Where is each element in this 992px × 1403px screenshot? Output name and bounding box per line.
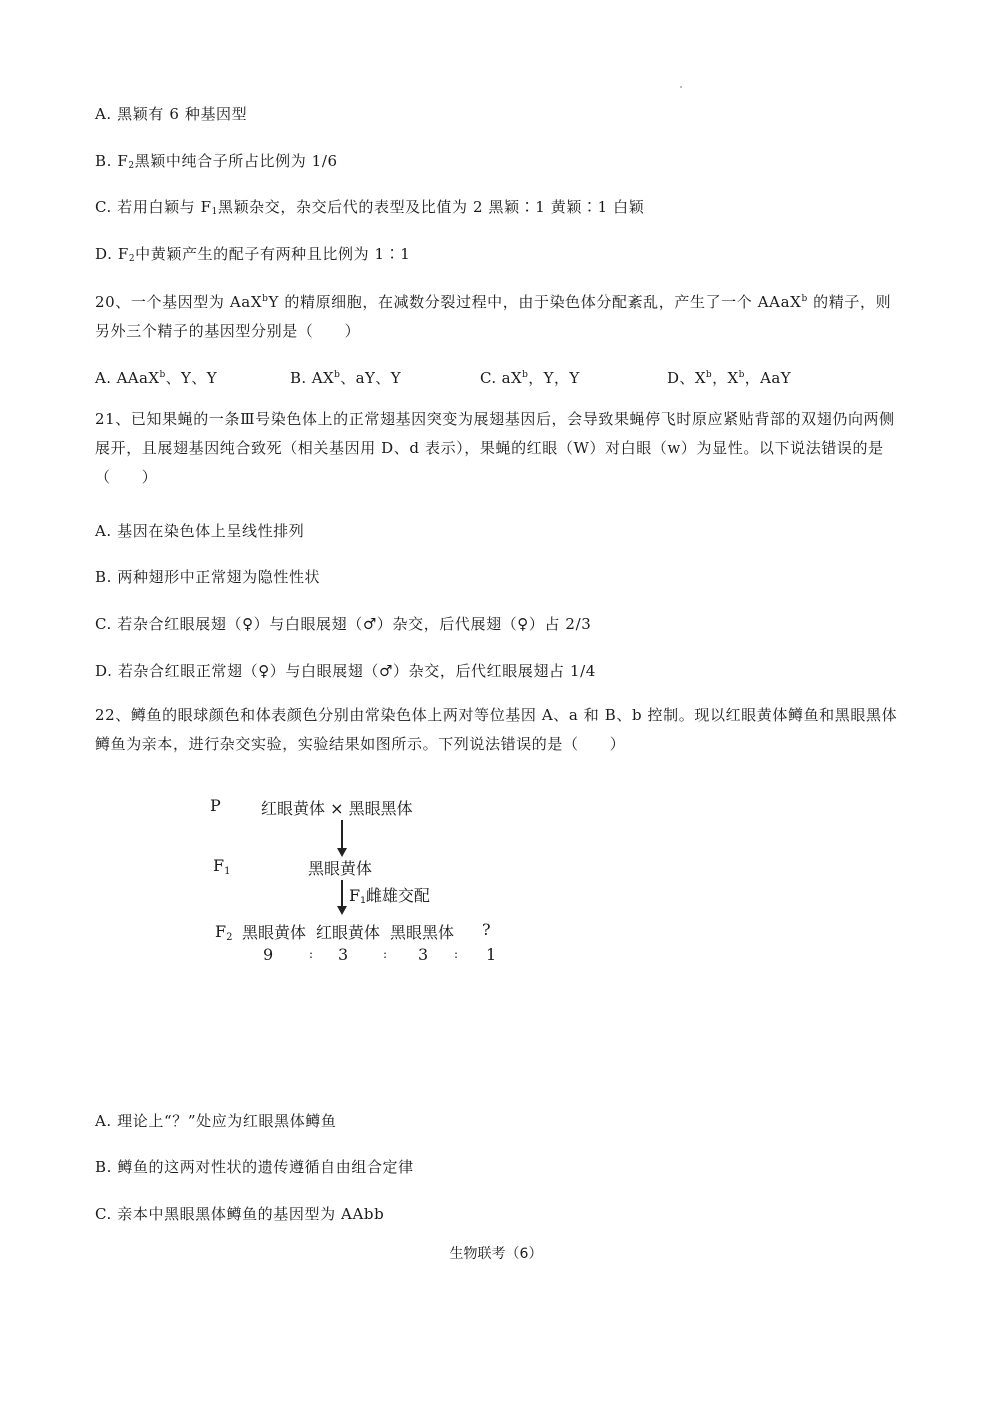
arrow-f1-to-f2 [341,880,343,908]
q19-option-b: B. $F_2$黑颖中纯合子所占比例为 1/6 [95,152,338,171]
q21-option-c: C. 若杂合红眼展翅（♀）与白眼展翅（♂）杂交，后代展翅（♀）占 2/3 [95,615,592,633]
q19-option-a: A. 黑颖有 6 种基因型 [95,105,248,123]
arrow-head-2 [337,906,347,915]
q19-option-d: D. $F_2$中黄颖产生的配子有两种且比例为 1∶1 [95,245,411,264]
ratio-value-4: 1 [486,945,497,964]
f1-phenotype: 黑眼黄体 [308,859,373,878]
generation-p-label: P [210,796,221,815]
ratio-value-2: 3 [338,945,349,964]
f2-phenotype-3: 黑眼黑体 [390,923,455,942]
f1-mating-label: $F_1$雌雄交配 [349,886,430,906]
q20-stem: 20、一个基因型为 AaX$^b$Y 的精原细胞，在减数分裂过程中，由于染色体分配紊乱，产生了一个 AAaX$^b$ 的精子，则另外三个精子的基因型分别是（ ） [95,293,892,340]
ratio-value-1: 9 [263,945,274,964]
ratio-value-3: 3 [418,945,429,964]
q21-option-a: A. 基因在染色体上呈线性排列 [95,522,305,540]
q20-option-a: A. AAaX$^b$、Y、Y [95,369,218,387]
q20-option-d: D、$X^b$，$X^b$，AaY [667,369,792,387]
q21-option-d: D. 若杂合红眼正常翅（♀）与白眼展翅（♂）杂交，后代红眼展翅占 1/4 [95,662,596,680]
q19-option-c: C. 若用白颖与 $F_1$黑颖杂交，杂交后代的表型及比值为 2 黑颖∶1 黄颖∶1 白颖 [95,198,645,217]
generation-f2-label: $F_2$ [215,922,233,943]
f2-phenotype-1: 黑眼黄体 [242,923,307,942]
q20-option-c: C. $aX^b$，Y，Y [480,369,580,387]
q21-stem: 21、已知果蝇的一条Ⅲ号染色体上的正常翅基因突变为展翅基因后，会导致果蝇停飞时原应紧贴背部的双翅仍向两侧展开，且展翅基因纯合致死（相关基因用 D、d 表示），果蝇的红眼（W）对白眼（w）为显性。以下说法错误的是（ ） [95,410,895,486]
f2-phenotype-2: 红眼黄体 [316,923,381,942]
page-footer: 生物联考（6） [449,1246,543,1262]
q22-stem: 22、鳟鱼的眼球颜色和体表颜色分别由常染色体上两对等位基因 A、a 和 B、b 控制。现以红眼黄体鳟鱼和黑眼黑体鳟鱼为亲本，进行杂交实验，实验结果如图所示。下列说法错误的是（ ） [95,706,898,753]
ratio-colon-3: : [454,947,459,961]
ratio-colon-1: : [309,947,314,961]
ratio-colon-2: : [383,947,388,961]
q22-option-c: C. 亲本中黑眼黑体鳟鱼的基因型为 AAbb [95,1205,385,1223]
q20-option-b: B. $AX^b$、aY、Y [290,369,401,387]
arrow-p-to-f1 [341,820,343,850]
f2-phenotype-unknown: ? [482,920,491,939]
scan-speck [680,86,682,88]
q22-option-b: B. 鳟鱼的这两对性状的遗传遵循自由组合定律 [95,1158,414,1176]
parent-cross: 红眼黄体 × 黑眼黑体 [261,799,413,818]
cross-diagram [205,790,515,970]
q22-option-a: A. 理论上“？”处应为红眼黑体鳟鱼 [95,1112,337,1130]
generation-f1-label: $F_1$ [213,856,231,877]
q21-option-b: B. 两种翅形中正常翅为隐性性状 [95,568,321,586]
